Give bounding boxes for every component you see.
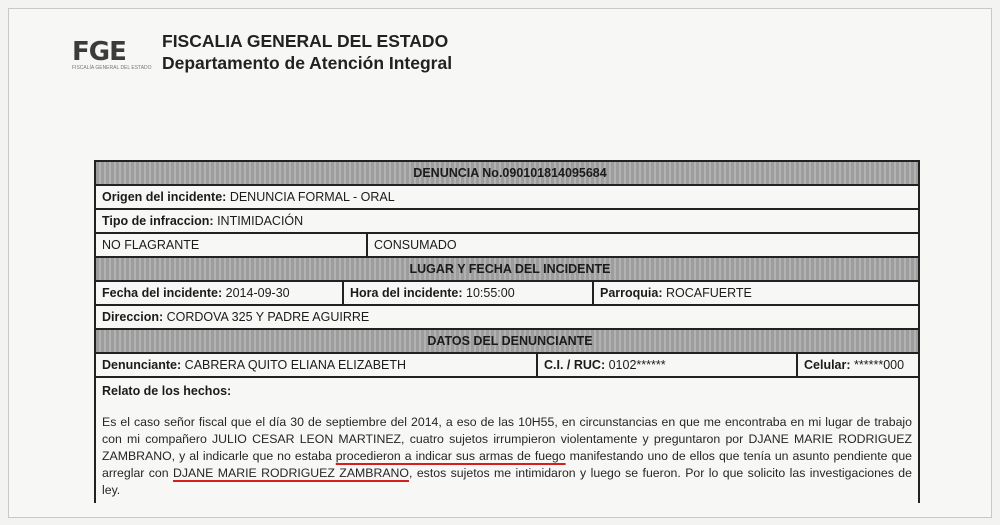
parroquia-value: ROCAFUERTE: [666, 286, 752, 300]
relato-text-1: Es el caso señor fiscal que el día 30 de septiembre del 2014, a eso de las 10H55, en circunstancias en que me encontraba en mi lugar de trabajo con mi compañero JULIO CESAR LEON MARTINEZ, cuatro sujetos irrumpieron violentamente y preguntaron por DJANE MARIE RODRIGUEZ ZAMBRANO, y al indicarle que no estaba: [102, 415, 912, 463]
relato-section: [94, 378, 920, 503]
relato-title: Relato de los hechos:: [102, 384, 232, 398]
origen-cell: [96, 186, 918, 208]
fecha-value: 2014-09-30: [225, 286, 290, 300]
denuncia-label: DENUNCIA No.: [413, 166, 503, 180]
relato-highlight-nombre: DJANE MARIE RODRIGUEZ ZAMBRANO: [173, 466, 409, 480]
direccion-row: [94, 306, 920, 330]
denunciante-label: Denunciante:: [102, 358, 182, 372]
denuncia-number-row: [94, 160, 920, 186]
lugar-section-header: [94, 258, 920, 282]
tipo-value: INTIMIDACIÓN: [217, 214, 304, 228]
hora-label: Hora del incidente:: [350, 286, 463, 300]
direccion-value: CORDOVA 325 Y PADRE AGUIRRE: [166, 310, 370, 324]
header-title: FISCALIA GENERAL DEL ESTADO: [162, 31, 449, 51]
tipo-label: Tipo de infraccion:: [102, 214, 214, 228]
lugar-section-title: LUGAR Y FECHA DEL INCIDENTE: [96, 258, 918, 280]
estado-value: CONSUMADO: [366, 234, 918, 256]
origen-label: Origen del incidente:: [102, 190, 227, 204]
celular-value: ******000: [854, 358, 905, 372]
flagrancia-row: [94, 234, 920, 258]
denunciante-section-title: DATOS DEL DENUNCIANTE: [96, 330, 918, 352]
fge-logo: [72, 37, 152, 71]
parroquia-label: Parroquia:: [600, 286, 663, 300]
denuncia-number-cell: [96, 162, 918, 184]
ci-label: C.I. / RUC:: [544, 358, 606, 372]
tipo-row: [94, 210, 920, 234]
relato-text-3: , estos sujetos me intimidaron y luego se fueron. Por lo que solicito las investigaciones de ley.: [102, 466, 912, 497]
logo-subtext: FISCALÍA GENERAL DEL ESTADO: [72, 65, 152, 71]
denunciante-row: [94, 354, 920, 378]
denunciante-cell: [96, 354, 536, 376]
celular-cell: [796, 354, 918, 376]
relato-body: [102, 414, 912, 499]
hora-cell: [342, 282, 592, 304]
fecha-cell: [96, 282, 342, 304]
relato-highlight-armas: procedieron a indicar sus armas de fuego: [335, 449, 566, 463]
denunciante-value: CABRERA QUITO ELIANA ELIZABETH: [184, 358, 407, 372]
denuncia-form: [94, 160, 920, 503]
header-subtitle: Departamento de Atención Integral: [162, 53, 453, 73]
ci-value: 0102******: [608, 358, 666, 372]
denunciante-section-header: [94, 330, 920, 354]
parroquia-cell: [592, 282, 918, 304]
tipo-cell: [96, 210, 918, 232]
celular-label: Celular:: [804, 358, 851, 372]
logo-text: FGE: [72, 37, 126, 67]
denuncia-number: 090101814095684: [502, 166, 607, 180]
document-header: [162, 30, 452, 74]
ci-cell: [536, 354, 796, 376]
fecha-label: Fecha del incidente:: [102, 286, 223, 300]
relato-text-2: manifestando uno de ellos que tenía un asunto pendiente que arreglar con: [102, 449, 913, 480]
origen-row: [94, 186, 920, 210]
hora-value: 10:55:00: [466, 286, 515, 300]
direccion-label: Direccion:: [102, 310, 164, 324]
direccion-cell: [96, 306, 918, 328]
flagrancia-value: NO FLAGRANTE: [102, 238, 200, 252]
fecha-row: [94, 282, 920, 306]
origen-value: DENUNCIA FORMAL - ORAL: [229, 190, 395, 204]
